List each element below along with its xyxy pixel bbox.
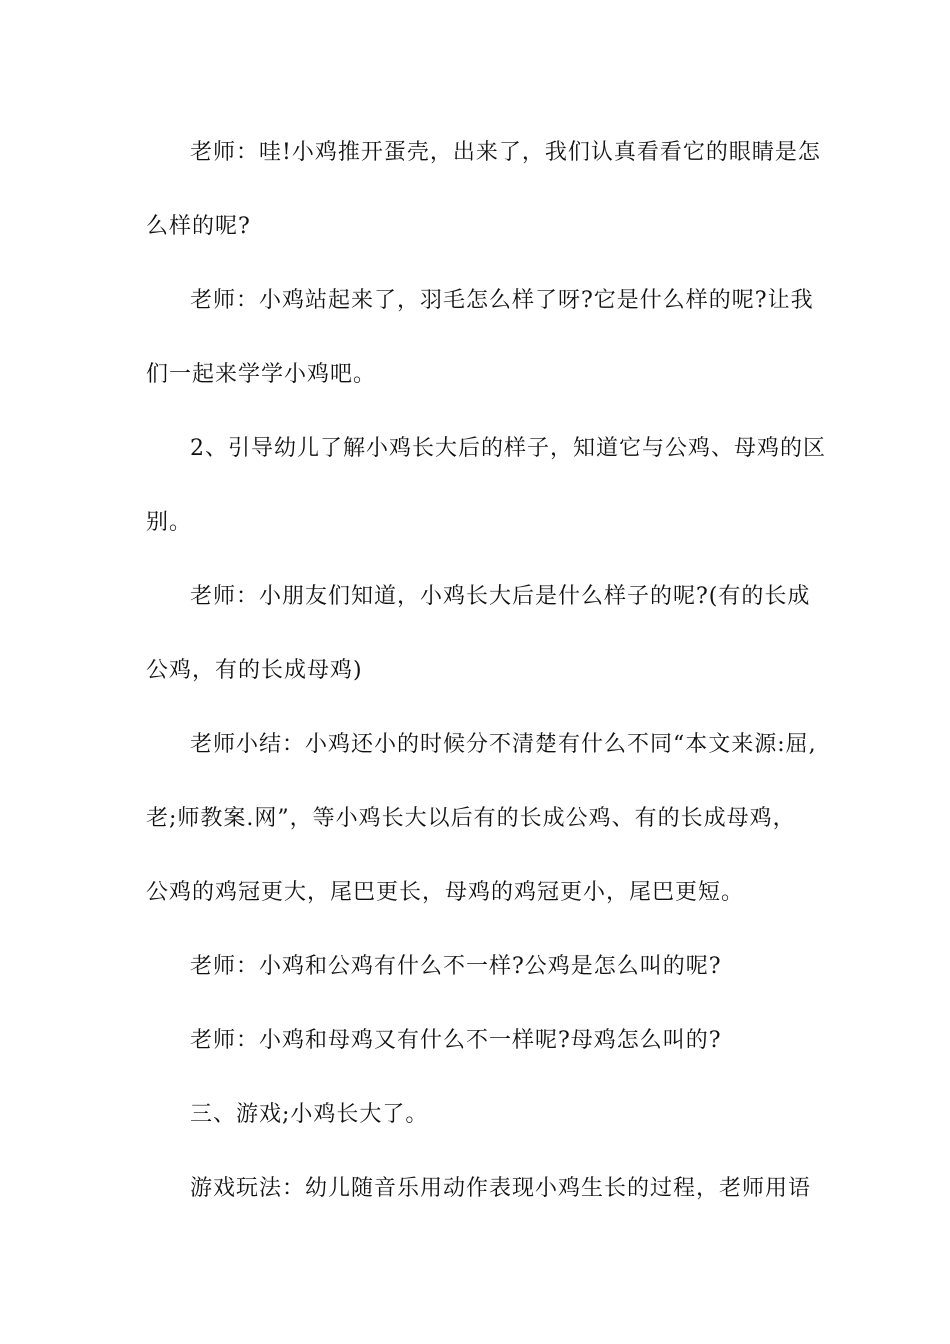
section-heading-line: 别。 <box>146 510 193 535</box>
section-heading-line: 2、引导幼儿了解小鸡长大后的样子，知道它与公鸡、母鸡的区 <box>190 436 826 461</box>
paragraph-line: 公鸡的鸡冠更大，尾巴更长，母鸡的鸡冠更小，尾巴更短。 <box>146 880 745 905</box>
paragraph-line: 老;师教案.网”，等小鸡长大以后有的长成公鸡、有的长成母鸡， <box>146 806 796 831</box>
paragraph-line: 么样的呢? <box>146 214 251 239</box>
paragraph-line: 老师：哇!小鸡推开蛋壳，出来了，我们认真看看它的眼睛是怎 <box>190 140 821 165</box>
paragraph-line: 公鸡，有的长成母鸡) <box>146 658 363 683</box>
paragraph-line: 老师：小鸡和母鸡又有什么不一样呢?母鸡怎么叫的? <box>190 1028 722 1053</box>
paragraph-line: 游戏玩法：幼儿随音乐用动作表现小鸡生长的过程，老师用语 <box>190 1176 812 1201</box>
paragraph-line: 们一起来学学小鸡吧。 <box>146 362 377 387</box>
section-heading-line: 三、游戏;小鸡长大了。 <box>190 1102 429 1127</box>
paragraph-line: 老师：小朋友们知道，小鸡长大后是什么样子的呢?(有的长成 <box>190 584 811 609</box>
paragraph-line: 老师：小鸡和公鸡有什么不一样?公鸡是怎么叫的呢? <box>190 954 722 979</box>
paragraph-line: 老师：小鸡站起来了，羽毛怎么样了呀?它是什么样的呢?让我 <box>190 288 814 313</box>
paragraph-line: 老师小结：小鸡还小的时候分不清楚有什么不同“本文来源:屈, <box>190 732 817 757</box>
